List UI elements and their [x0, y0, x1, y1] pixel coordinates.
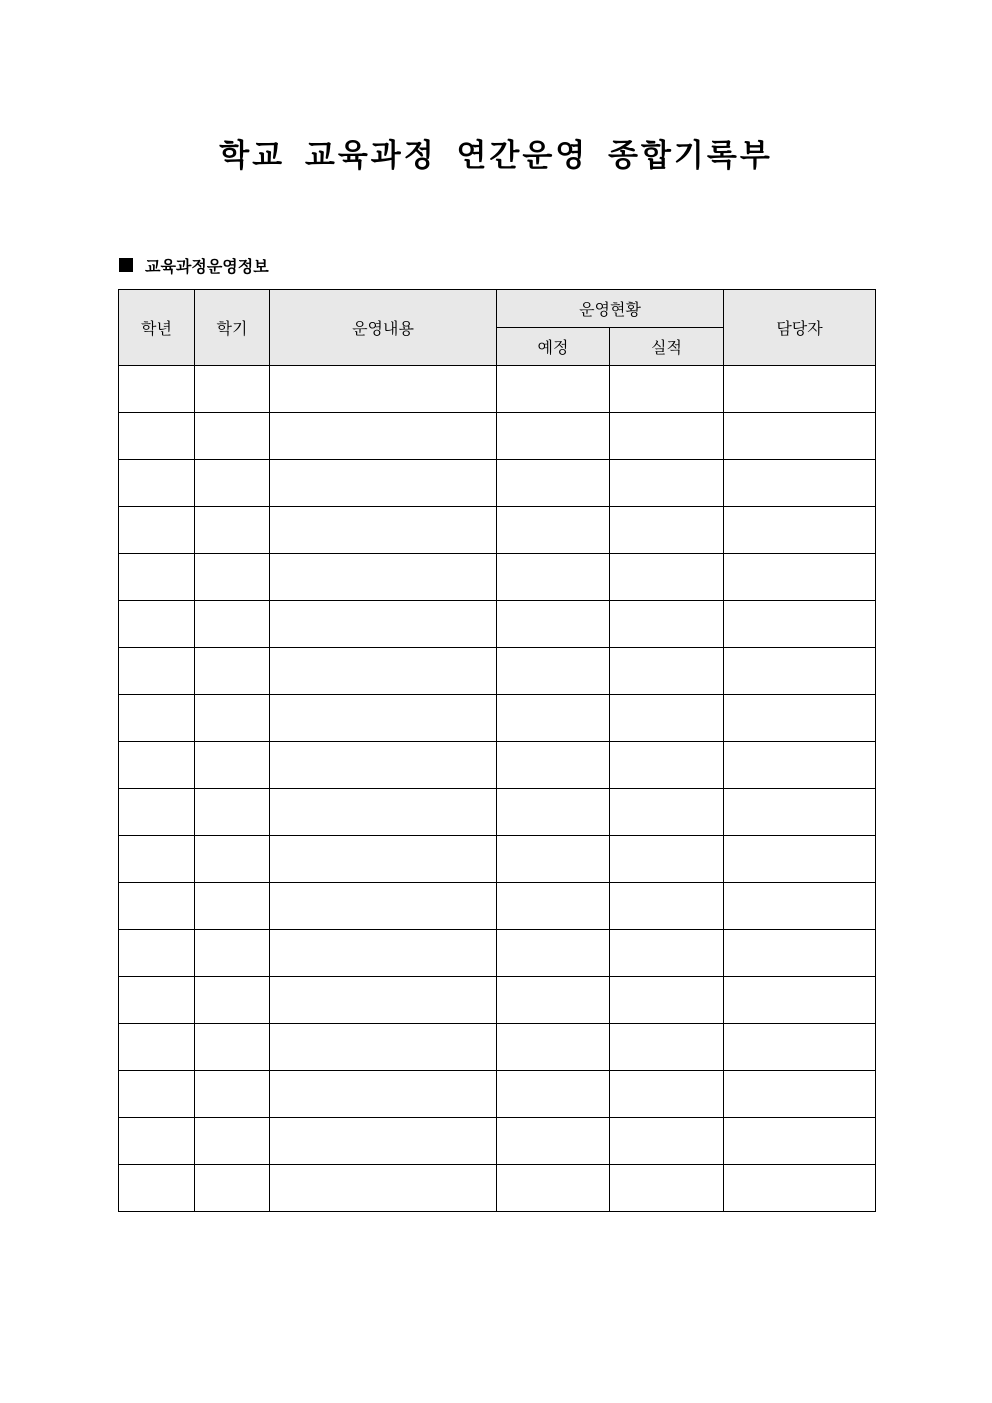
- semester-cell: [195, 695, 270, 742]
- semester-cell: [195, 883, 270, 930]
- actual-cell: [610, 554, 724, 601]
- semester-cell: [195, 977, 270, 1024]
- actual-cell: [610, 1165, 724, 1212]
- manager-cell: [724, 460, 876, 507]
- planned-cell: [497, 366, 610, 413]
- actual-cell: [610, 695, 724, 742]
- grade-cell: [119, 366, 195, 413]
- semester-cell: [195, 1165, 270, 1212]
- actual-cell: [610, 1071, 724, 1118]
- semester-cell: [195, 1024, 270, 1071]
- content-cell: [270, 836, 497, 883]
- semester-cell: [195, 366, 270, 413]
- actual-cell: [610, 883, 724, 930]
- content-cell: [270, 648, 497, 695]
- manager-cell: [724, 1071, 876, 1118]
- table-row: [119, 836, 876, 883]
- manager-cell: [724, 1165, 876, 1212]
- grade-cell: [119, 648, 195, 695]
- grade-cell: [119, 1024, 195, 1071]
- manager-cell: [724, 836, 876, 883]
- table-row: [119, 1071, 876, 1118]
- header-status-group: 운영현황: [497, 290, 724, 328]
- actual-cell: [610, 930, 724, 977]
- content-cell: [270, 977, 497, 1024]
- table-row: [119, 413, 876, 460]
- planned-cell: [497, 789, 610, 836]
- manager-cell: [724, 742, 876, 789]
- table-row: [119, 507, 876, 554]
- actual-cell: [610, 742, 724, 789]
- content-cell: [270, 742, 497, 789]
- table-row: [119, 977, 876, 1024]
- content-cell: [270, 507, 497, 554]
- grade-cell: [119, 836, 195, 883]
- planned-cell: [497, 554, 610, 601]
- content-cell: [270, 1165, 497, 1212]
- header-planned: 예정: [497, 328, 610, 366]
- content-cell: [270, 883, 497, 930]
- manager-cell: [724, 789, 876, 836]
- actual-cell: [610, 413, 724, 460]
- section-heading: [119, 254, 269, 276]
- manager-cell: [724, 366, 876, 413]
- actual-cell: [610, 1118, 724, 1165]
- content-cell: [270, 413, 497, 460]
- semester-cell: [195, 1071, 270, 1118]
- operation-info-table: [118, 289, 876, 1212]
- square-bullet-icon: [119, 258, 133, 272]
- header-semester: 학기: [195, 290, 270, 366]
- table-row: [119, 930, 876, 977]
- planned-cell: [497, 1118, 610, 1165]
- table-row: [119, 460, 876, 507]
- planned-cell: [497, 1071, 610, 1118]
- content-cell: [270, 601, 497, 648]
- grade-cell: [119, 883, 195, 930]
- manager-cell: [724, 883, 876, 930]
- planned-cell: [497, 413, 610, 460]
- manager-cell: [724, 695, 876, 742]
- table-row: [119, 883, 876, 930]
- actual-cell: [610, 836, 724, 883]
- content-cell: [270, 1024, 497, 1071]
- semester-cell: [195, 460, 270, 507]
- manager-cell: [724, 648, 876, 695]
- grade-cell: [119, 601, 195, 648]
- manager-cell: [724, 413, 876, 460]
- grade-cell: [119, 695, 195, 742]
- grade-cell: [119, 460, 195, 507]
- header-content: 운영내용: [270, 290, 497, 366]
- manager-cell: [724, 601, 876, 648]
- content-cell: [270, 460, 497, 507]
- semester-cell: [195, 930, 270, 977]
- planned-cell: [497, 1024, 610, 1071]
- semester-cell: [195, 554, 270, 601]
- grade-cell: [119, 1071, 195, 1118]
- content-cell: [270, 930, 497, 977]
- table-row: [119, 1024, 876, 1071]
- table-row: [119, 1165, 876, 1212]
- table-row: [119, 366, 876, 413]
- manager-cell: [724, 554, 876, 601]
- actual-cell: [610, 789, 724, 836]
- semester-cell: [195, 1118, 270, 1165]
- semester-cell: [195, 507, 270, 554]
- planned-cell: [497, 742, 610, 789]
- header-actual: 실적: [610, 328, 724, 366]
- semester-cell: [195, 836, 270, 883]
- planned-cell: [497, 1165, 610, 1212]
- table-header-row: [119, 290, 876, 328]
- table-row: [119, 648, 876, 695]
- planned-cell: [497, 836, 610, 883]
- planned-cell: [497, 601, 610, 648]
- table-row: [119, 789, 876, 836]
- content-cell: [270, 554, 497, 601]
- actual-cell: [610, 1024, 724, 1071]
- grade-cell: [119, 1165, 195, 1212]
- header-grade: 학년: [119, 290, 195, 366]
- grade-cell: [119, 413, 195, 460]
- manager-cell: [724, 977, 876, 1024]
- actual-cell: [610, 601, 724, 648]
- table-row: [119, 601, 876, 648]
- planned-cell: [497, 648, 610, 695]
- semester-cell: [195, 413, 270, 460]
- grade-cell: [119, 789, 195, 836]
- grade-cell: [119, 554, 195, 601]
- grade-cell: [119, 930, 195, 977]
- planned-cell: [497, 883, 610, 930]
- actual-cell: [610, 977, 724, 1024]
- planned-cell: [497, 507, 610, 554]
- content-cell: [270, 695, 497, 742]
- table-body: [119, 366, 876, 1212]
- planned-cell: [497, 460, 610, 507]
- table-row: [119, 554, 876, 601]
- semester-cell: [195, 742, 270, 789]
- content-cell: [270, 1071, 497, 1118]
- actual-cell: [610, 507, 724, 554]
- content-cell: [270, 789, 497, 836]
- planned-cell: [497, 977, 610, 1024]
- planned-cell: [497, 930, 610, 977]
- table-row: [119, 1118, 876, 1165]
- semester-cell: [195, 601, 270, 648]
- page-title: 학교 교육과정 연간운영 종합기록부: [219, 138, 773, 174]
- manager-cell: [724, 1118, 876, 1165]
- table-row: [119, 742, 876, 789]
- grade-cell: [119, 507, 195, 554]
- header-manager: 담당자: [724, 290, 876, 366]
- grade-cell: [119, 977, 195, 1024]
- content-cell: [270, 1118, 497, 1165]
- semester-cell: [195, 648, 270, 695]
- section-heading-label: 교육과정운영정보: [145, 256, 269, 276]
- content-cell: [270, 366, 497, 413]
- actual-cell: [610, 366, 724, 413]
- manager-cell: [724, 1024, 876, 1071]
- manager-cell: [724, 930, 876, 977]
- table-row: [119, 695, 876, 742]
- planned-cell: [497, 695, 610, 742]
- manager-cell: [724, 507, 876, 554]
- actual-cell: [610, 648, 724, 695]
- actual-cell: [610, 460, 724, 507]
- semester-cell: [195, 789, 270, 836]
- grade-cell: [119, 1118, 195, 1165]
- grade-cell: [119, 742, 195, 789]
